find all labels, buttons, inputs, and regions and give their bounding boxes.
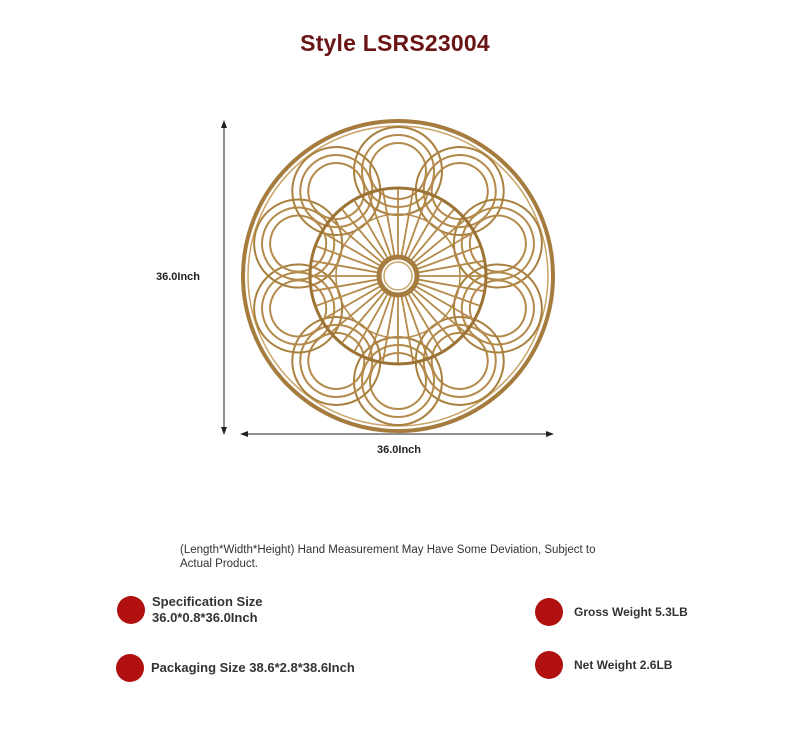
spoke: [406, 195, 428, 255]
spec-net-weight: [535, 651, 672, 679]
spoke: [402, 298, 413, 361]
width-dimension-label: 36.0Inch: [377, 444, 422, 456]
spec-gross-weight: [535, 598, 688, 626]
measurement-note: (Length*Width*Height) Hand Measurement May Have Some Deviation, Subject to Actual Product.: [180, 544, 596, 570]
rattan-wall-decor: [243, 121, 554, 431]
spoke: [369, 195, 391, 255]
spec-specification-size: [117, 594, 263, 626]
page-title: Style LSRS23004: [300, 30, 490, 56]
bullet-dot-icon: [535, 598, 563, 626]
spoke: [369, 297, 391, 357]
spec-packaging-size: [116, 654, 355, 682]
spoke: [383, 298, 394, 361]
spec-value: 36.0*0.8*36.0Inch: [152, 610, 258, 625]
spoke: [402, 191, 413, 254]
gross-weight-text: Gross Weight 5.3LB: [574, 605, 688, 619]
spoke: [383, 191, 394, 254]
bullet-dot-icon: [535, 651, 563, 679]
spec-label: Specification Size: [152, 594, 263, 609]
net-weight-text: Net Weight 2.6LB: [574, 658, 673, 672]
height-dimension-label: 36.0Inch: [156, 271, 201, 283]
bullet-dot-icon: [117, 596, 145, 624]
spoke: [406, 297, 428, 357]
bullet-dot-icon: [116, 654, 144, 682]
packaging-text: Packaging Size 38.6*2.8*38.6Inch: [151, 660, 355, 675]
